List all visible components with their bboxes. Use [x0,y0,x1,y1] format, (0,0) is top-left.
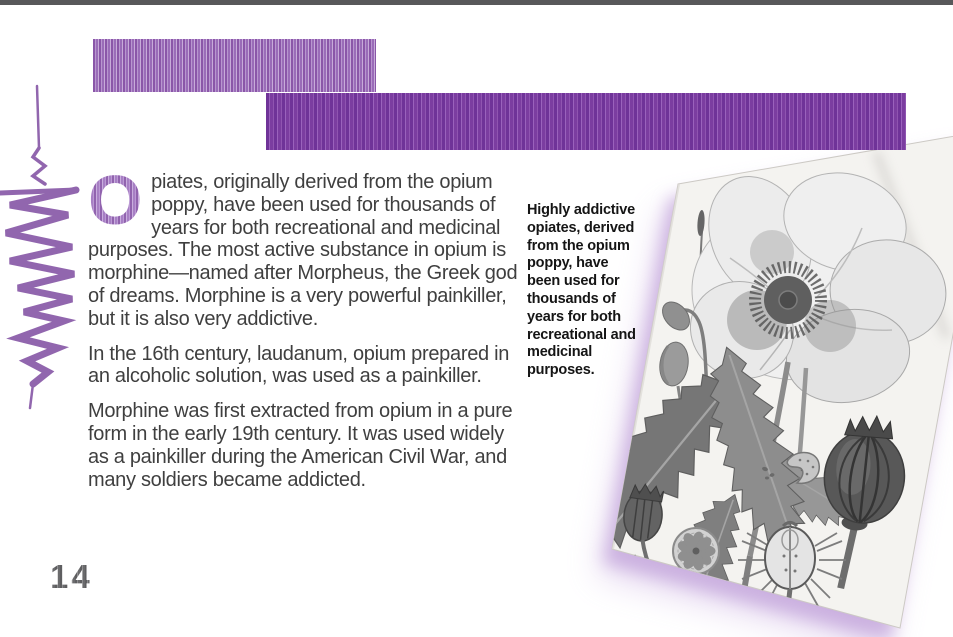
page-title [93,39,376,92]
paragraph-2: In the 16th century, laudanum, opium prepared in an alcoholic solution, was used as a painkiller. [88,342,510,388]
capsule-cross-section [673,528,719,574]
photo-caption: Highly addictive opiates, derived from the opium poppy, have been used for thousands of years for both recreational and medicinal purposes. [527,202,636,379]
paragraph-3: Morphine was first extracted from opium in a pure form in the early 19th century. It was used widely as a painkiller during the American Civil War, and many soldiers became addicted. [88,400,513,491]
zigzag-scribble-icon [0,86,76,408]
page-number: 14 [50,558,93,595]
dropcap-letter: O [88,171,151,235]
page-subtitle [266,93,906,150]
paragraph-1-text: piates, originally derived from the opium poppy, have been used for thousands of years for both recreational and medicinal purposes. The most active substance in opium is morphine—named after Morpheus, the Greek god of dreams. Morphine is a very powerful painkiller, but it is also very addictive. [88,171,518,330]
article-body [88,161,522,503]
paragraph-1 [88,161,522,331]
